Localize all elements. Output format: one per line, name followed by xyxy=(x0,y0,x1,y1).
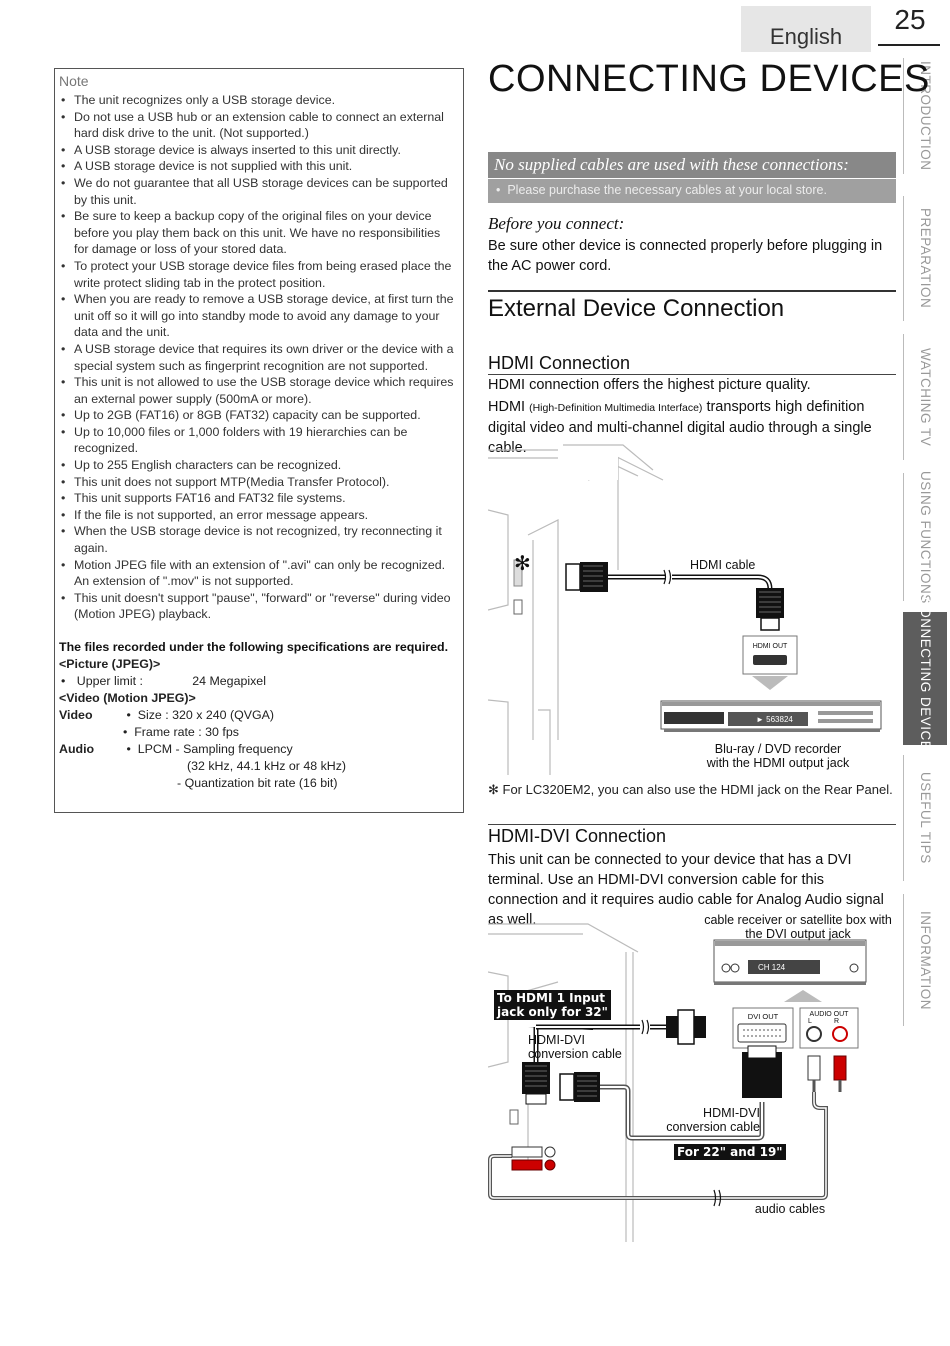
cables-notice-bar: No supplied cables are used with these connections: xyxy=(488,152,896,178)
before-connect-text: Be sure other device is connected properly before plugging in the AC power cord. xyxy=(488,238,883,274)
conversion-cable-label-2a: HDMI-DVI xyxy=(703,1106,760,1120)
note-item: • The unit recognizes only a USB storage device. xyxy=(59,92,457,109)
side-tab-information[interactable]: INFORMATION xyxy=(903,894,947,1026)
audio-out-port-label: AUDIO OUT xyxy=(809,1011,849,1018)
video-fps: Frame rate : 30 fps xyxy=(134,725,239,739)
asterisk-marker: ✻ xyxy=(514,553,531,575)
audio-out-right-label: R xyxy=(834,1018,840,1025)
lc320em2-footnote: ✻ For LC320EM2, you can also use the HDMI jack on the Rear Panel. xyxy=(488,782,893,797)
hdmi-dvi-rule xyxy=(488,824,896,825)
video-fps-line: • Frame rate : 30 fps xyxy=(123,725,239,739)
page-title: CONNECTING DEVICES xyxy=(488,58,930,100)
side-tab-watching-tv[interactable]: WATCHING TV xyxy=(903,334,947,460)
note-item: • A USB storage device that requires its own driver or the device with a special system such as fingerprint recognition are not supported. xyxy=(59,341,457,374)
side-tab-useful-tips[interactable]: USEFUL TIPS xyxy=(903,755,947,881)
hdmi-dvi-diagram-art xyxy=(488,912,900,1242)
video-size: Size : 320 x 240 (QVGA) xyxy=(137,708,275,722)
hdmi-description-2: HDMI (High-Definition Multimedia Interface) transports high definition digital video and multi-channel digital audio through a single cable. xyxy=(488,399,872,456)
conversion-cable-label-1a: HDMI-DVI xyxy=(528,1033,585,1047)
receiver-label-1: cable receiver or satellite box with xyxy=(704,913,892,927)
note-item: • This unit supports FAT16 and FAT32 file systems. xyxy=(59,490,457,507)
files-spec-heading: The files recorded under the following specifications are required. xyxy=(59,640,449,654)
hdmi-connection-title: HDMI Connection xyxy=(488,353,631,373)
audio-cables-label: audio cables xyxy=(754,1202,826,1216)
note-list xyxy=(59,92,457,623)
note-item: • Motion JPEG file with an extension of ".avi" can only be recognized. An extension of ".mov" is not supported. xyxy=(59,557,457,590)
side-tab-preparation[interactable]: PREPARATION xyxy=(903,196,947,321)
picture-heading: <Picture (JPEG)> xyxy=(59,657,161,671)
note-item: • This unit doesn't support "pause", "forward" or "reverse" during video (Motion JPEG) playback. xyxy=(59,590,457,623)
side-tab-connecting-devices[interactable]: CONNECTING DEVICES xyxy=(903,612,947,745)
cables-notice-sub: • Please purchase the necessary cables at your local store. xyxy=(488,179,896,203)
note-item: • To protect your USB storage device files from being erased place the write protect sliding tab in the protect position. xyxy=(59,258,457,291)
audio-freq: (32 kHz, 44.1 kHz or 48 kHz) xyxy=(187,759,347,773)
note-item: • We do not guarantee that all USB storage devices can be supported by this unit. xyxy=(59,175,457,208)
note-item: • If the file is not supported, an error message appears. xyxy=(59,507,457,524)
hdmi-dvi-title: HDMI-DVI Connection xyxy=(488,826,667,846)
device-label-2: with the HDMI output jack xyxy=(706,756,850,770)
audio-out-left-label: L xyxy=(808,1018,812,1025)
note-item: • Up to 10,000 files or 1,000 folders with 19 hierarchies can be recognized. xyxy=(59,424,457,457)
hdmi-cable-label: HDMI cable xyxy=(690,558,756,572)
hdmi-dvi-diagram xyxy=(488,912,900,1242)
conversion-cable-label-2b: conversion cable xyxy=(666,1120,760,1134)
note-item: • When you are ready to remove a USB storage device, at first turn the unit off so it will go into standby mode to avoid any damage to your data and the unit. xyxy=(59,291,457,341)
receiver-display-text: CH 124 xyxy=(758,963,786,972)
device-label-1: Blu-ray / DVD recorder xyxy=(714,742,842,756)
before-connect-title: Before you connect: xyxy=(488,214,625,233)
hdmi-diagram-art xyxy=(488,440,900,775)
note-item: • This unit does not support MTP(Media Transfer Protocol). xyxy=(59,474,457,491)
note-item: • This unit is not allowed to use the USB storage device which requires an external power supply (500mA or more). xyxy=(59,374,457,407)
dvi-out-port-label: DVI OUT xyxy=(747,1012,779,1021)
audio-lpcm: LPCM - Sampling frequency xyxy=(137,742,293,756)
note-item: • When the USB storage device is not recognized, try reconnecting it again. xyxy=(59,523,457,556)
audio-label: Audio xyxy=(59,742,95,756)
side-tab-using-functions[interactable]: USING FUNCTIONS xyxy=(903,473,947,601)
note-item: • Up to 2GB (FAT16) or 8GB (FAT32) capacity can be supported. xyxy=(59,407,457,424)
page-number: 25 xyxy=(894,4,926,35)
note-item: • Do not use a USB hub or an extension cable to connect an external hard disk drive to the unit. (Not supported.) xyxy=(59,109,457,142)
hdmi-out-port-label: HDMI OUT xyxy=(752,643,788,650)
receiver-label-2: the DVI output jack xyxy=(745,927,851,941)
hdmi-connection-diagram xyxy=(488,440,900,775)
hdmi-description-1: HDMI connection offers the highest picture quality. xyxy=(488,377,811,393)
side-tab-introduction[interactable]: INTRODUCTION xyxy=(903,58,947,174)
section-rule xyxy=(488,290,896,292)
audio-line: Audio • LPCM - Sampling frequency xyxy=(59,742,293,756)
note-item: • Up to 255 English characters can be recognized. xyxy=(59,457,457,474)
picture-limit-label: Upper limit : xyxy=(76,674,143,688)
video-size-line: Video • Size : 320 x 240 (QVGA) xyxy=(59,708,275,722)
hdmi-dvi-description: This unit can be connected to your device that has a DVI terminal. Use an HDMI-DVI conversion cable for this connection and it requires audio cable for Analog Audio signal as well. xyxy=(488,852,884,928)
picture-limit: • Upper limit : 24 Megapixel xyxy=(61,674,266,688)
device-display-text: ► 563824 xyxy=(756,715,793,724)
video-heading: <Video (Motion JPEG)> xyxy=(59,691,196,705)
note-item: • Be sure to keep a backup copy of the original files on your device before you play them back on this unit. We have no responsibilities for damage or loss of your stored data. xyxy=(59,208,457,258)
picture-limit-value: 24 Megapixel xyxy=(192,674,266,688)
external-device-title: External Device Connection xyxy=(488,295,785,322)
page-number-rule xyxy=(878,44,940,46)
note-item: • A USB storage device is not supplied with this unit. xyxy=(59,158,457,175)
note-title: Note xyxy=(59,73,89,89)
note-item: • A USB storage device is always inserted to this unit directly. xyxy=(59,142,457,159)
small-tv-label: For 22" and 19" xyxy=(674,1144,786,1160)
language-label: English xyxy=(741,6,871,52)
conversion-cable-label-1b: conversion cable xyxy=(528,1047,622,1061)
hdmi-rule xyxy=(488,374,896,375)
hdmi1-input-label: To HDMI 1 Input jack only for 32" xyxy=(494,990,611,1020)
video-label: Video xyxy=(59,708,93,722)
note-box xyxy=(54,68,464,813)
audio-bits: - Quantization bit rate (16 bit) xyxy=(177,776,338,790)
